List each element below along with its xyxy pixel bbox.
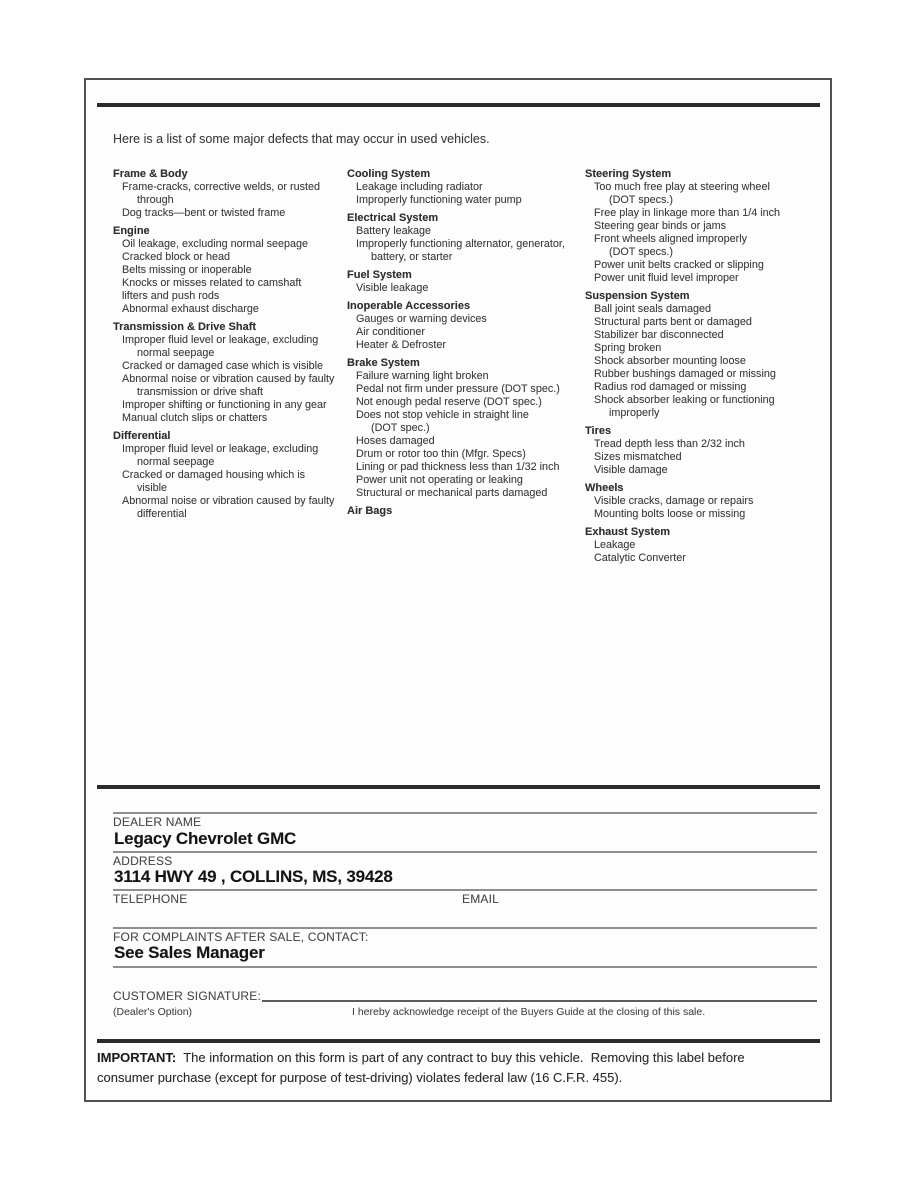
defect-item-line: Heater & Defroster — [356, 339, 447, 351]
defect-item-line: Does not stop vehicle in straight line — [356, 409, 529, 421]
defect-item-line: Improperly functioning water pump — [356, 194, 522, 206]
defect-section-heading: Transmission & Drive Shaft — [113, 321, 257, 333]
defect-item-line: Oil leakage, excluding normal seepage — [122, 238, 309, 250]
signature-line — [262, 1000, 817, 1002]
defect-item-line: visible — [137, 482, 168, 494]
defect-section-heading: Electrical System — [347, 212, 439, 224]
intro-text: Here is a list of some major defects that may occur in used vehicles. — [113, 132, 490, 146]
important-label: IMPORTANT: — [97, 1050, 177, 1065]
important-notice — [97, 1048, 797, 1088]
defect-item-line: Improper shifting or functioning in any gear — [122, 399, 327, 411]
defect-item-line: Knocks or misses related to camshaft — [122, 277, 302, 289]
defect-column-1 — [113, 168, 347, 565]
top-rule — [97, 103, 820, 107]
defect-item-line: Free play in linkage more than 1/4 inch — [594, 207, 781, 219]
defect-item-line: Dog tracks—bent or twisted frame — [122, 207, 286, 219]
defect-item-line: Catalytic Converter — [594, 552, 686, 564]
defect-item-line: Hoses damaged — [356, 435, 435, 447]
defect-section-heading: Exhaust System — [585, 526, 670, 538]
defect-item-line: Not enough pedal reserve (DOT spec.) — [356, 396, 542, 408]
address-label: ADDRESS — [113, 854, 173, 868]
defect-item-line: Mounting bolts loose or missing — [594, 508, 746, 520]
defect-item-line: Belts missing or inoperable — [122, 264, 252, 276]
defect-item-line: Tread depth less than 2/32 inch — [594, 438, 745, 450]
defect-section-heading: Suspension System — [585, 290, 690, 302]
important-top-rule — [97, 1039, 820, 1043]
defect-item-line: Leakage — [594, 539, 636, 551]
defect-item-line: Stabilizer bar disconnected — [594, 329, 724, 341]
acknowledgement-text: I hereby acknowledge receipt of the Buyers Guide at the closing of this sale. — [352, 1006, 706, 1018]
defect-item-line: Pedal not firm under pressure (DOT spec.) — [356, 383, 560, 395]
defect-item-line: normal seepage — [137, 456, 215, 468]
defect-item-line: battery, or starter — [371, 251, 453, 263]
defect-section-heading: Differential — [113, 430, 171, 442]
defect-item-line: Leakage including radiator — [356, 181, 483, 193]
defect-item-line: Too much free play at steering wheel — [594, 181, 770, 193]
defect-section-heading: Tires — [585, 425, 612, 437]
defect-item-line: Manual clutch slips or chatters — [122, 412, 268, 424]
defect-item-line: Cracked or damaged case which is visible — [122, 360, 324, 372]
defect-item-line: Improper fluid level or leakage, excluding — [122, 443, 319, 455]
defect-item-line: Spring broken — [594, 342, 662, 354]
address-top-line — [113, 851, 817, 853]
defect-item-line: Front wheels aligned improperly — [594, 233, 748, 245]
defect-item-line: improperly — [609, 407, 660, 419]
defect-item-line: Cracked or damaged housing which is — [122, 469, 306, 481]
dealer-name-top-line — [113, 812, 817, 814]
dealer-name-value: Legacy Chevrolet GMC — [114, 829, 297, 848]
defect-item-line: differential — [137, 508, 187, 520]
defect-item-line: Steering gear binds or jams — [594, 220, 727, 232]
defect-item-line: Power unit fluid level improper — [594, 272, 739, 284]
defect-item-line: Sizes mismatched — [594, 451, 682, 463]
defect-item-line: through — [137, 194, 174, 206]
defect-item-line: Improper fluid level or leakage, excluding — [122, 334, 319, 346]
defect-section-heading: Frame & Body — [113, 168, 188, 180]
defect-item-line: Battery leakage — [356, 225, 432, 237]
complaints-label: FOR COMPLAINTS AFTER SALE, CONTACT: — [113, 930, 369, 944]
defect-item-line: Visible cracks, damage or repairs — [594, 495, 754, 507]
defect-item-line: Visible leakage — [356, 282, 429, 294]
defect-item-line: Power unit not operating or leaking — [356, 474, 523, 486]
defect-item-line: transmission or drive shaft — [137, 386, 264, 398]
defect-section-heading: Cooling System — [347, 168, 431, 180]
defect-item-line: Visible damage — [594, 464, 668, 476]
defect-item-line: Structural or mechanical parts damaged — [356, 487, 548, 499]
defect-section-heading: Fuel System — [347, 269, 412, 281]
defect-item-line: Cracked block or head — [122, 251, 231, 263]
complaints-top-line — [113, 927, 817, 929]
defect-item-line: Power unit belts cracked or slipping — [594, 259, 764, 271]
defect-list — [113, 168, 819, 565]
defect-item-line: (DOT spec.) — [371, 422, 430, 434]
defect-item-line: Shock absorber mounting loose — [594, 355, 746, 367]
complaints-bottom-line — [113, 966, 817, 968]
defect-section-heading: Wheels — [585, 482, 624, 494]
important-body: The information on this form is part of any contract to buy this vehicle. Removing this label before consumer purchase (except for purpose of test-driving) violates federal law (16 C.F.R. 455). — [97, 1050, 749, 1085]
defect-item-line: Ball joint seals damaged — [594, 303, 712, 315]
complaints-value: See Sales Manager — [114, 943, 265, 962]
defect-item-line: Shock absorber leaking or functioning — [594, 394, 775, 406]
defect-section-heading: Engine — [113, 225, 150, 237]
form-top-rule — [97, 785, 820, 789]
buyers-guide-page — [84, 78, 832, 1102]
telephone-label: TELEPHONE — [113, 892, 188, 906]
signature-label: CUSTOMER SIGNATURE: — [113, 989, 262, 1003]
defect-item-line: Air conditioner — [356, 326, 426, 338]
defect-item-line: Drum or rotor too thin (Mfgr. Specs) — [356, 448, 526, 460]
telephone-top-line — [113, 889, 817, 891]
defect-item-line: Radius rod damaged or missing — [594, 381, 747, 393]
defect-item-line: Frame-cracks, corrective welds, or rusted — [122, 181, 320, 193]
defect-item-line: Abnormal exhaust discharge — [122, 303, 259, 315]
address-value: 3114 HWY 49 , COLLINS, MS, 39428 — [114, 867, 393, 886]
defect-item-line: (DOT specs.) — [609, 194, 673, 206]
defect-column-3 — [585, 168, 816, 565]
defect-section-heading: Air Bags — [347, 505, 393, 517]
defect-section-heading: Inoperable Accessories — [347, 300, 471, 312]
defect-item-line: Abnormal noise or vibration caused by faulty — [122, 495, 335, 507]
defect-item-line: normal seepage — [137, 347, 215, 359]
defect-item-line: Gauges or warning devices — [356, 313, 487, 325]
defect-section-heading: Brake System — [347, 357, 420, 369]
defect-item-line: (DOT specs.) — [609, 246, 673, 258]
defect-item-line: Failure warning light broken — [356, 370, 489, 382]
email-label: EMAIL — [462, 892, 500, 906]
defect-item-line: lifters and push rods — [122, 290, 220, 302]
defect-item-line: Improperly functioning alternator, generator, — [356, 238, 565, 250]
defect-item-line: Rubber bushings damaged or missing — [594, 368, 776, 380]
defect-item-line: Lining or pad thickness less than 1/32 inch — [356, 461, 560, 473]
defect-item-line: Structural parts bent or damaged — [594, 316, 752, 328]
defect-section-heading: Steering System — [585, 168, 672, 180]
dealers-option-note: (Dealer's Option) — [113, 1006, 193, 1018]
defect-item-line: Abnormal noise or vibration caused by faulty — [122, 373, 335, 385]
dealer-name-label: DEALER NAME — [113, 815, 202, 829]
defect-column-2 — [347, 168, 585, 565]
